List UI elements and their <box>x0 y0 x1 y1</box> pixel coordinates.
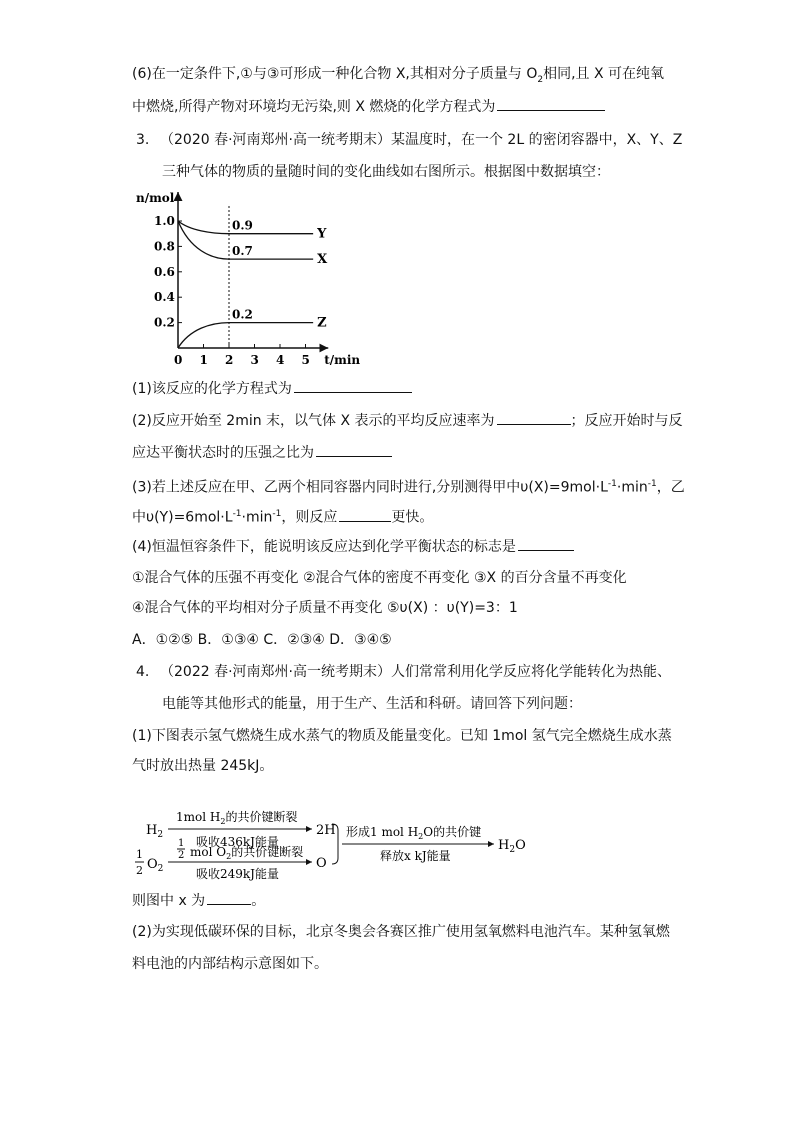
mole-time-chart <box>132 186 361 370</box>
q3-choices: A．①②⑤ B．①③④ C．②③④ D．③④⑤ <box>132 632 392 648</box>
series-line-z <box>178 323 313 348</box>
series-name-y: Y <box>317 226 327 242</box>
q3-part3-line2: 中$\upsilon(Y)=6mol\cdot L^{-1}\cdot\min^{-1}$，则反应 更快。 <box>132 504 433 528</box>
q4-stem-line2: 电能等其他形式的能量，用于生产、生活和科研。请回答下列问题： <box>162 696 582 712</box>
q4-part1-line2: 气时放出热量 245kJ。 <box>132 758 274 774</box>
data-label-x: 0.7 <box>232 244 253 259</box>
arrow3-bottom-label: 释放x kJ能量 <box>380 849 451 863</box>
energy-diagram <box>132 778 532 882</box>
data-label-z: 0.2 <box>232 307 253 322</box>
h2-reactant: $H_2$ <box>146 823 164 840</box>
x-tick-label: 2 <box>225 353 234 367</box>
y-tick-label: 0.4 <box>154 290 175 305</box>
q3-part2-line1: (2)反应开始至 2min 末，以气体 X 表示的平均反应速率为 ；反应开始时与反 <box>132 410 683 431</box>
x-tick-label: 1 <box>199 353 208 367</box>
answer-blank[interactable] <box>294 378 412 393</box>
product-2h: 2H <box>316 823 336 838</box>
q4-part1-line1: (1)下图表示氢气燃烧生成水蒸气的物质及能量变化。已知 1mol 氢气完全燃烧生成水蒸 <box>132 728 672 744</box>
arrow1-bottom-label: 吸收436kJ能量 <box>196 835 279 849</box>
half-denominator: 2 <box>136 864 143 877</box>
arrow1-top-label: 1mol $H_2$的共价键断裂 <box>176 810 298 826</box>
q3-part1: (1)该反应的化学方程式为 <box>132 378 412 399</box>
y-tick-label: 0.2 <box>154 315 175 330</box>
y-axis-label: n/mol <box>136 191 175 205</box>
half-denominator-2: 2 <box>178 850 185 861</box>
q2-6-line2: 中燃烧,所得产物对环境均无污染,则 X 燃烧的化学方程式为 <box>132 96 605 117</box>
y-tick-label: 0.6 <box>154 264 175 279</box>
q3-options-line2: ④混合气体的平均相对分子质量不再变化 ⑤υ(X) ：υ(Y)=3：1 <box>132 600 518 616</box>
half-numerator-2: 1 <box>178 838 185 849</box>
q3-options-line1: ①混合气体的压强不再变化 ②混合气体的密度不再变化 ③X 的百分含量不再变化 <box>132 570 627 586</box>
q3-part3-line1: (3)若上述反应在甲、乙两个相同容器内同时进行,分别测得甲中$\upsilon(X)=9mol\cdot L^{-1}\cdot\min^{-1}$，乙 <box>132 479 685 496</box>
arrow2-top-label: mol $O_2$的共价键断裂 <box>190 845 304 861</box>
q4-number: 4. <box>136 664 150 680</box>
q4-part1-line3: 则图中 x 为 。 <box>132 890 265 911</box>
x-axis-label: t/min <box>324 353 361 367</box>
q3-stem-line2: 三种气体的物质的量随时间的变化曲线如右图所示。根据图中数据填空： <box>162 164 610 180</box>
q2-6-line1: (6)在一定条件下,①与③可形成一种化合物 X,其相对分子质量与 $O_2$相同,且 X 可在纯氧 <box>132 66 665 85</box>
arrow3-top-label: 形成1 mol $H_2O$的共价键 <box>346 825 482 841</box>
series-name-x: X <box>317 252 328 268</box>
x-tick-label: 5 <box>301 353 310 367</box>
y-tick-label: 0.8 <box>154 239 175 254</box>
answer-blank[interactable] <box>497 410 571 425</box>
x-tick-label: 3 <box>250 353 259 367</box>
data-label-y: 0.9 <box>232 218 253 233</box>
answer-blank[interactable] <box>207 890 251 905</box>
q4-part2-line2: 料电池的内部结构示意图如下。 <box>132 956 328 972</box>
q3-stem-line1: （2020 春·河南郑州·高一统考期末）某温度时，在一个 2L 的密闭容器中，X、Y、Z <box>160 132 683 148</box>
q4-part2-line1: (2)为实现低碳环保的目标，北京冬奥会各赛区推广使用氢氧燃料电池汽车。某种氢氧燃 <box>132 924 670 940</box>
series-name-z: Z <box>317 315 327 331</box>
water-product: $H_2O$ <box>498 838 526 855</box>
q3-part4: (4)恒温恒容条件下，能说明该反应达到化学平衡状态的标志是 <box>132 536 574 557</box>
q3-number: 3. <box>136 132 150 148</box>
q3-part2-line2: 应达平衡状态时的压强之比为 <box>132 442 392 463</box>
arrow2-bottom-label: 吸收249kJ能量 <box>196 867 279 881</box>
answer-blank[interactable] <box>339 507 391 522</box>
y-tick-label: 1.0 <box>154 214 175 228</box>
answer-blank[interactable] <box>316 442 392 457</box>
o2-reactant: $O_2$ <box>147 857 164 874</box>
product-o: O <box>316 856 327 871</box>
answer-blank[interactable] <box>497 96 605 111</box>
x-tick-label: 4 <box>276 353 285 367</box>
x-tick-label: 0 <box>174 353 183 367</box>
q4-stem-line1: （2022 春·河南郑州·高一统考期末）人们常常利用化学反应将化学能转化为热能、 <box>160 664 671 680</box>
answer-blank[interactable] <box>518 536 574 551</box>
half-numerator: 1 <box>136 848 143 861</box>
